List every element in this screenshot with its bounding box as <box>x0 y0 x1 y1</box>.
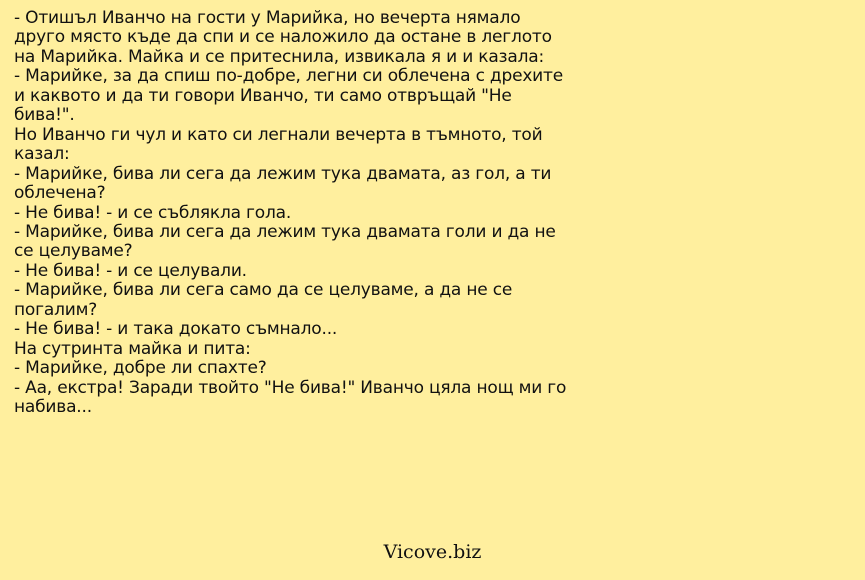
joke-line: - Не бива! - и така докато съмнало... <box>14 319 338 340</box>
joke-line: на Марийка. Майка и се притеснила, извикала я и и казала: <box>14 46 545 67</box>
joke-line: - Марийке, добре ли спахте? <box>14 358 267 379</box>
joke-line: се целуваме? <box>14 241 133 262</box>
joke-line: казал: <box>14 144 70 165</box>
joke-line: - Марийке, за да спиш по-добре, легни си облечена с дрехите <box>14 66 563 87</box>
joke-line: На сутринта майка и пита: <box>14 338 251 359</box>
joke-line: - Аа, екстра! Заради твойто "Не бива!" Иванчо цяла нощ ми го <box>14 377 567 398</box>
joke-line: - Не бива! - и се целували. <box>14 260 247 281</box>
joke-line: облечена? <box>14 183 106 204</box>
joke-line: набива... <box>14 397 92 418</box>
joke-line: бива!". <box>14 105 75 126</box>
joke-line: - Марийке, бива ли сега само да се целуваме, а да не се <box>14 280 513 301</box>
joke-line: друго място къде да спи и се наложило да остане в леглото <box>14 27 552 48</box>
joke-line: - Марийке, бива ли сега да лежим тука двамата, аз гол, а ти <box>14 163 552 184</box>
joke-line: погалим? <box>14 299 98 320</box>
joke-line: - Не бива! - и се съблякла гола. <box>14 202 292 223</box>
joke-line: и каквото и да ти говори Иванчо, ти само отвръщай "Не <box>14 85 512 106</box>
site-watermark: Vicove.biz <box>383 541 482 563</box>
joke-line: - Марийке, бива ли сега да лежим тука двамата голи и да не <box>14 221 556 242</box>
joke-text <box>14 9 854 418</box>
joke-line: - Отишъл Иванчо на гости у Марийка, но вечерта нямало <box>14 8 521 28</box>
joke-line: Но Иванчо ги чул и като си легнали вечерта в тъмното, той <box>14 124 543 145</box>
